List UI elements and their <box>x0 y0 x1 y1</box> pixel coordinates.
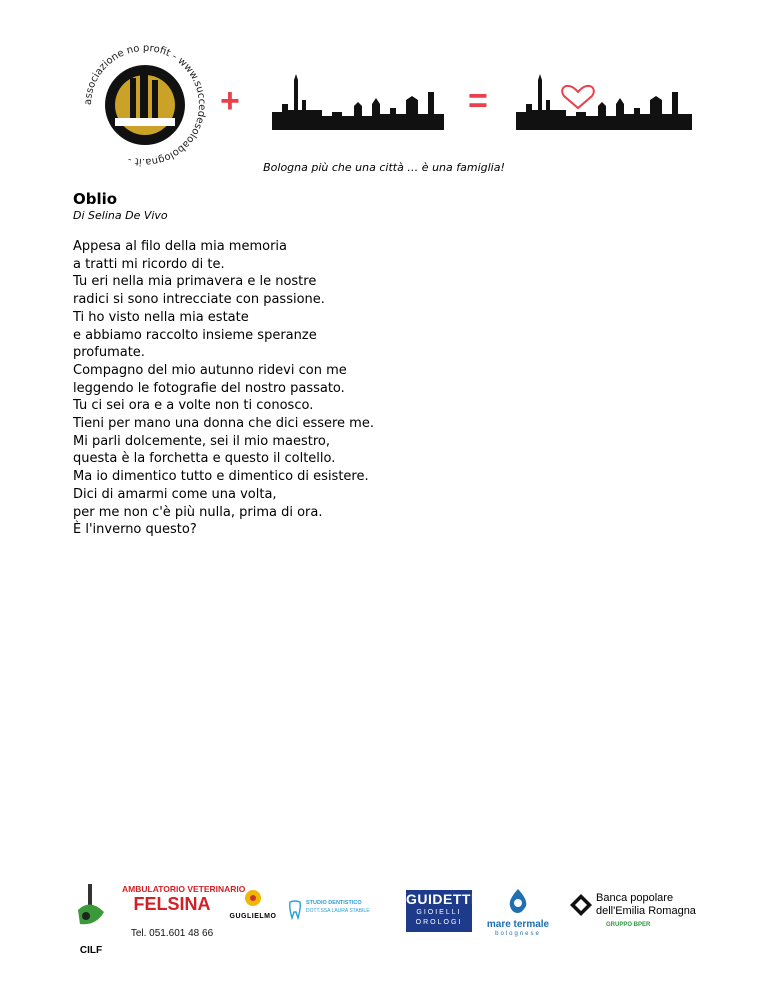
sponsor-cilf <box>66 880 116 956</box>
tooth-icon <box>288 900 302 920</box>
banca-line1: Banca popolare <box>596 892 674 904</box>
sponsor-guglielmo <box>228 888 278 948</box>
poem-line: questa è la forchetta e questo il coltello. <box>73 451 336 467</box>
bologna-skyline <box>272 70 444 130</box>
poem-line: Tu ci sei ora e a volte non ti conosco. <box>73 398 314 414</box>
poem-line: Ti ho visto nella mia estate <box>73 309 249 325</box>
poem-line: Tu eri nella mia primavera e le nostre <box>73 274 317 290</box>
poem-line: Dici di amarmi come una volta, <box>73 486 277 502</box>
poem <box>73 189 493 539</box>
felsina-phone: Tel. 051.601 48 66 <box>130 928 214 939</box>
poem-line: Compagno del mio autunno ridevi con me <box>73 362 347 378</box>
association-logo <box>80 40 210 170</box>
poem-line: Mi parli dolcemente, sei il mio maestro, <box>73 433 330 449</box>
sponsor-felsina <box>122 884 246 948</box>
mare-line2: bolognese <box>495 931 541 937</box>
sponsor-studio-dentistico <box>288 898 392 938</box>
studio-line2: DOTT.SSA LAURA STABILE <box>306 908 370 914</box>
felsina-line2: FELSINA <box>133 894 211 914</box>
guglielmo-name: GUGLIELMO <box>229 913 277 920</box>
felsina-line1: AMBULATORIO VETERINARIO <box>122 884 246 894</box>
banca-line2: dell'Emilia Romagna <box>596 905 696 917</box>
poem-line: Tieni per mano una donna che dici essere me. <box>73 416 374 432</box>
poem-title: Oblio <box>73 190 118 208</box>
studio-line1: STUDIO DENTISTICO <box>306 900 362 906</box>
sponsor-bar <box>60 878 720 958</box>
sponsor-banca-popolare <box>570 892 720 936</box>
tagline: Bologna più che una città … è una famiglia! <box>263 161 505 174</box>
poem-line: profumate. <box>73 345 145 361</box>
heart-icon <box>562 86 594 108</box>
guidetti-line3: OROLOGI <box>415 919 463 926</box>
poem-line: Ma io dimentico tutto e dimentico di esistere. <box>73 469 369 485</box>
sponsor-guidetti <box>406 890 476 932</box>
guidetti-line1: GUIDETTI <box>406 891 476 907</box>
poem-author: Di Selina De Vivo <box>73 209 168 222</box>
bper-logo-icon <box>570 894 592 916</box>
poem-line: leggendo le fotografie del nostro passato. <box>73 380 345 396</box>
header <box>0 0 768 180</box>
guidetti-line2: GIOIELLI <box>416 909 462 916</box>
drop-icon <box>504 888 532 914</box>
guglielmo-logo-icon <box>243 888 263 908</box>
mare-line1: mare termale <box>486 919 550 930</box>
cilf-name: CILF <box>79 945 103 956</box>
poem-body <box>73 238 493 539</box>
poem-line: radici si sono intrecciate con passione. <box>73 292 325 308</box>
poem-line: a tratti mi ricordo di te. <box>73 256 225 272</box>
sponsor-mare-termale <box>486 888 550 948</box>
poem-line: e abbiamo raccolto insieme speranze <box>73 327 317 343</box>
poem-line: per me non c'è più nulla, prima di ora. <box>73 504 323 520</box>
poem-line: Appesa al filo della mia memoria <box>73 239 288 254</box>
logo-ring-text: associazione no profit - www.succedesoloabologna.it - <box>82 42 208 168</box>
equals-symbol: = <box>468 82 488 120</box>
plus-symbol: + <box>220 82 240 120</box>
poem-line: È l'inverno questo? <box>73 522 197 538</box>
banca-line3: GRUPPO BPER <box>606 922 651 928</box>
cilf-logo-icon <box>66 880 116 940</box>
bologna-skyline-heart <box>516 70 692 130</box>
